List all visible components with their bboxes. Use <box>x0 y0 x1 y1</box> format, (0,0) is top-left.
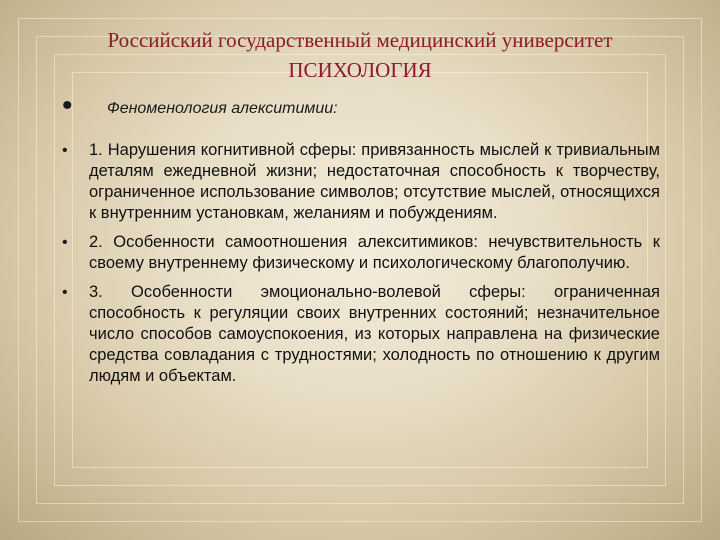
bullet-marker: • <box>62 142 68 159</box>
heading-item <box>62 89 660 132</box>
bullet-marker: • <box>62 284 68 301</box>
list-item <box>62 282 660 387</box>
list-item-text: 1. Нарушения когнитивной сферы: привязанность мыслей к тривиальным деталям ежедневной жизни; недостаточная способность к творчеству, ограниченное использование символов; отсутствие мыслей, относящихся к внутренним установкам, желаниям и побуждениям. <box>89 141 660 222</box>
university-title: Российский государственный медицинский университет <box>107 28 613 52</box>
list-item-text: 2. Особенности самоотношения алекситимиков: нечувствительность к своему внутреннему физическому и психологическому благополучию. <box>89 233 660 272</box>
section-heading: Феноменология алекситимии: <box>107 100 338 117</box>
list-item <box>62 140 660 224</box>
list-item <box>62 232 660 274</box>
subject-title: ПСИХОЛОГИЯ <box>288 58 432 82</box>
slide-content <box>62 89 660 387</box>
list-item-text: 3. Особенности эмоционально-волевой сферы: ограниченная способность к регуляции своих внутренних состояний; незначительное число способов самоуспокоения, из которых направлена на физические средства совладания с трудностями; холодность по отношению к другим людям и объектам. <box>89 283 660 385</box>
bullet-marker: • <box>62 234 68 251</box>
bullet-marker: • <box>62 89 73 122</box>
